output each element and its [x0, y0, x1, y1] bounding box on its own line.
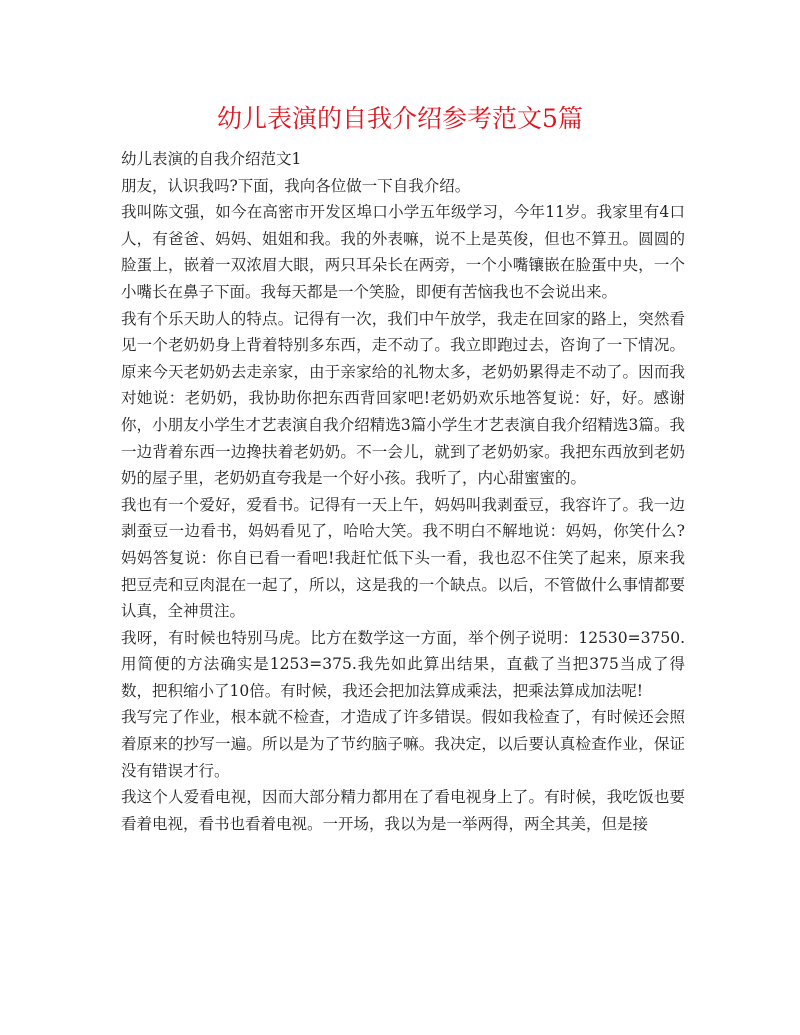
document-body [121, 146, 685, 837]
paragraph: 我也有一个爱好，爱看书。记得有一天上午，妈妈叫我剥蚕豆，我容许了。我一边剥蚕豆一边看书，妈妈看见了，哈哈大笑。我不明白不解地说：妈妈，你笑什么?妈妈答复说：你自已看一看吧!我赶忙低下头一看，我也忍不住笑了起来，原来我把豆壳和豆肉混在一起了，所以，这是我的一个缺点。以后，不管做什么事情都要认真，全神贯注。 [121, 495, 685, 621]
paragraph: 我呀，有时候也特别马虎。比方在数学这一方面，举个例子说明：12530=3750.用简便的方法确实是1253=375.我先如此算出结果，直截了当把375当成了得数，把积缩小了10倍。有时候，我还会把加法算成乘法，把乘法算成加法呢! [121, 628, 685, 700]
paragraph: 我这个人爱看电视，因而大部分精力都用在了看电视身上了。有时候，我吃饭也要看着电视，看书也看着电视。一开场，我以为是一举两得，两全其美，但是接 [121, 788, 685, 833]
section-heading: 幼儿表演的自我介绍范文1 [121, 150, 302, 168]
paragraph: 我叫陈文强，如今在高密市开发区埠口小学五年级学习，今年11岁。我家里有4口人，有爸爸、妈妈、姐姐和我。我的外表嘛，说不上是英俊，但也不算丑。圆圆的脸蛋上，嵌着一双浓眉大眼，两只耳朵长在两旁，一个小嘴镶嵌在脸蛋中央，一个小嘴长在鼻子下面。我每天都是一个笑脸，即便有苦恼我也不会说出来。 [121, 203, 685, 301]
paragraph: 朋友，认识我吗?下面，我向各位做一下自我介绍。 [121, 176, 471, 195]
page-title: 幼儿表演的自我介绍参考范文5篇 [217, 104, 583, 133]
paragraph: 我写完了作业，根本就不检查，才造成了许多错误。假如我检查了，有时候还会照着原来的抄写一遍。所以是为了节约脑子嘛。我决定，以后要认真检查作业，保证没有错误才行。 [121, 708, 685, 780]
paragraph: 我有个乐天助人的特点。记得有一次，我们中午放学，我走在回家的路上，突然看见一个老奶奶身上背着特别多东西，走不动了。我立即跑过去，咨询了一下情况。原来今天老奶奶去走亲家，由于亲家给的礼物太多，老奶奶累得走不动了。因而我对她说：老奶奶，我协助你把东西背回家吧!老奶奶欢乐地答复说：好，好。感谢你，小朋友小学生才艺表演自我介绍精选3篇小学生才艺表演自我介绍精选3篇。我一边背着东西一边搀扶着老奶奶。不一会儿，就到了老奶奶家。我把东西放到老奶奶的屋子里，老奶奶直夸我是一个好小孩。我听了，内心甜蜜蜜的。 [121, 309, 685, 488]
